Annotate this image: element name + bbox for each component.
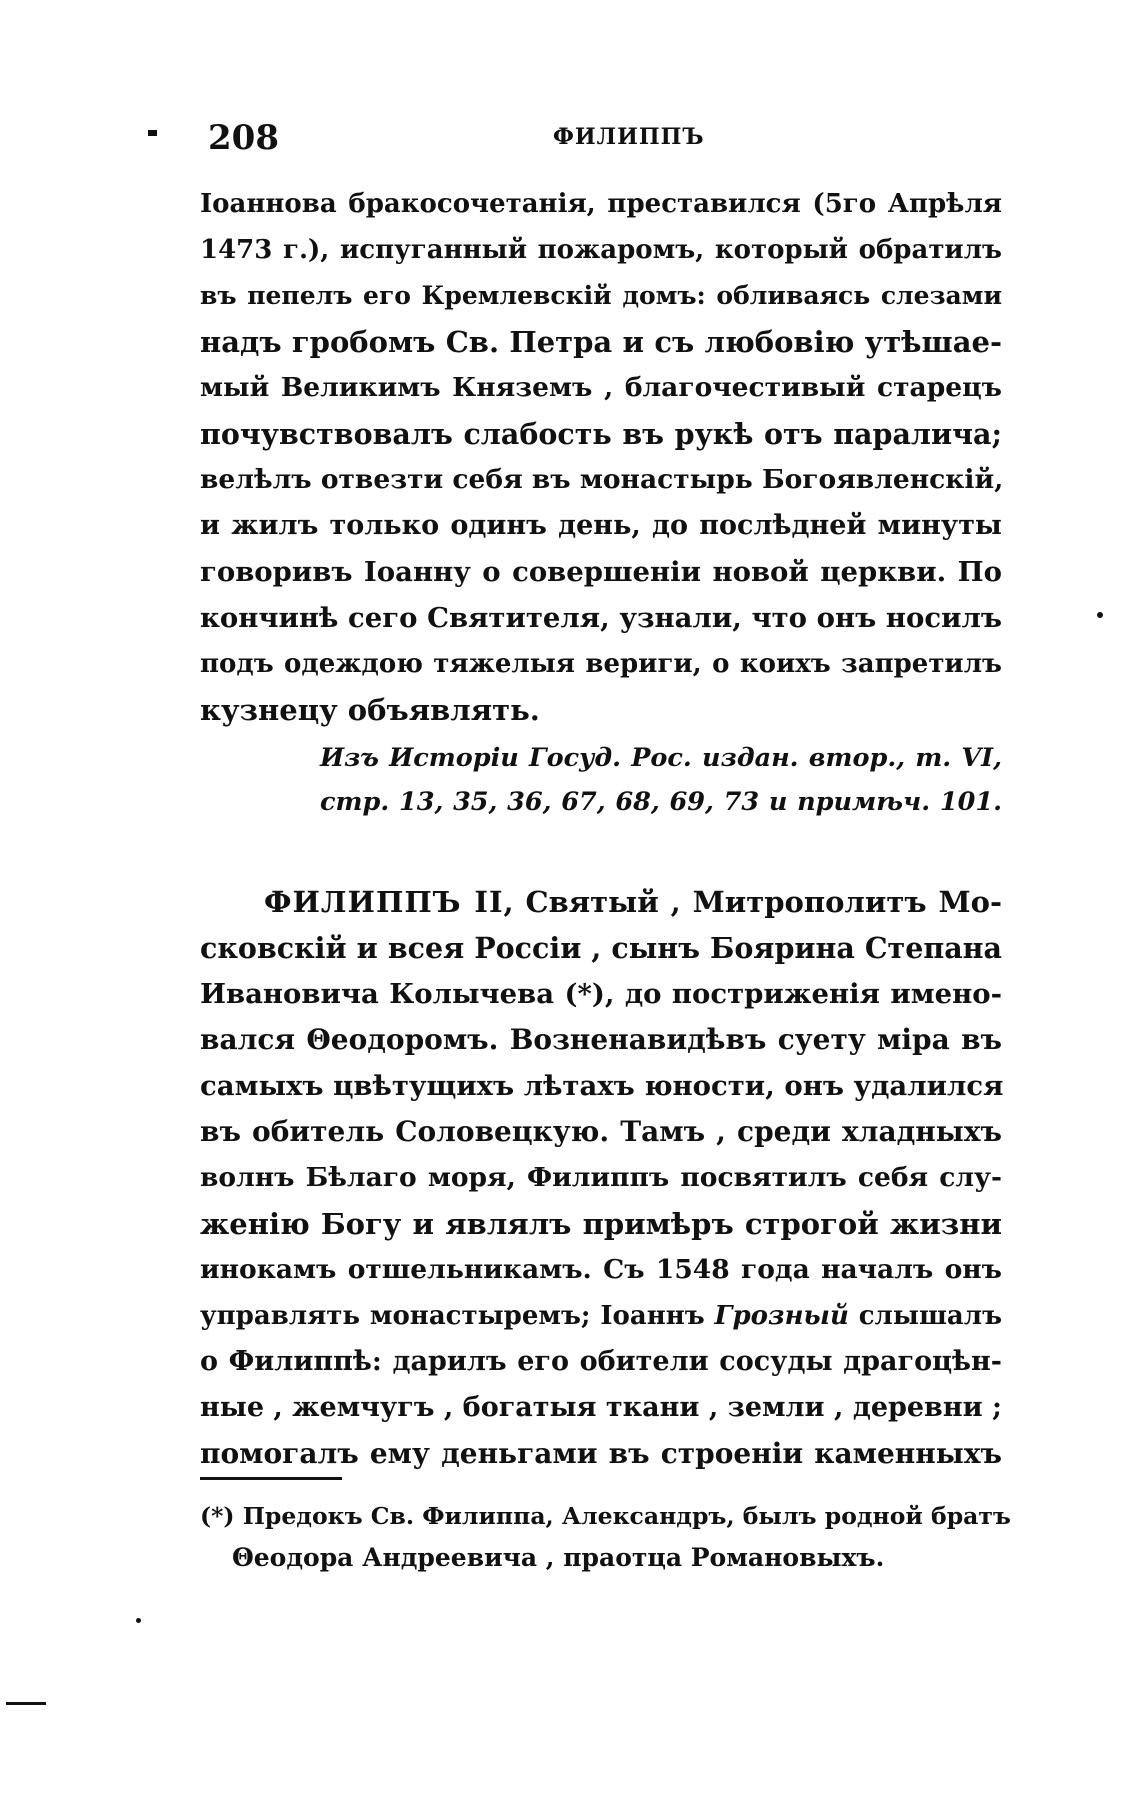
- text-line: женію Богу и являлъ примѣръ строгой жизни: [200, 1207, 1002, 1241]
- text-line: говоривъ Іоанну о совершеніи новой церкви. По: [200, 556, 1002, 588]
- footnote-line: Θеодора Андреевича , праотца Романовыхъ.: [232, 1543, 885, 1572]
- source-citation: стр. 13, 35, 36, 67, 68, 69, 73 и примѣч. 101.: [320, 787, 1002, 817]
- text-line: кузнецу объявлять.: [200, 693, 540, 727]
- footnote-rule: [200, 1477, 342, 1480]
- text-line: подъ одеждою тяжелыя вериги, о коихъ запретилъ: [200, 649, 1002, 679]
- running-head: ФИЛИППЪ: [553, 124, 705, 150]
- text-line: инокамъ отшельникамъ. Съ 1548 года началъ онъ: [200, 1254, 1002, 1285]
- text-line: сковскій и всея Россіи , сынъ Боярина Степана: [200, 931, 1002, 965]
- footnote-line: (*) Предокъ Св. Филиппа, Александръ, былъ родной братъ: [200, 1502, 1011, 1530]
- margin-mark: [6, 1702, 46, 1705]
- text-line: о Филиппѣ: дарилъ его обители сосуды драгоцѣн-: [200, 1346, 1002, 1377]
- text-line: волнъ Бѣлаго моря, Филиппъ посвятилъ себя слу-: [200, 1162, 1002, 1193]
- italic-word: Грозный: [714, 1301, 849, 1331]
- page-number: 208: [208, 118, 279, 158]
- page-header: [208, 118, 1008, 158]
- margin-mark: [1097, 612, 1103, 618]
- text-line: ные , жемчугъ , богатыя ткани , земли , деревни ;: [200, 1392, 1002, 1423]
- text-line: и жилъ только одинъ день, до послѣдней минуты: [200, 510, 1002, 541]
- margin-mark: [148, 130, 157, 136]
- text-line: въ обитель Соловецкую. Тамъ , среди хладныхъ: [200, 1115, 1002, 1148]
- text-line: почувствовалъ слабость въ рукѣ отъ паралича;: [200, 417, 1002, 451]
- text-fragment: слышалъ: [848, 1301, 1003, 1331]
- text-line: надъ гробомъ Св. Петра и съ любовію утѣшае-: [200, 325, 1002, 359]
- text-fragment: управлять монастыремъ; Іоаннъ: [200, 1301, 715, 1331]
- text-line: велѣлъ отвезти себя въ монастырь Богоявленскій,: [200, 464, 1004, 495]
- text-line: вался Θеодоромъ. Возненавидѣвъ суету міра въ: [200, 1023, 1002, 1056]
- text-line: кончинѣ сего Святителя, узнали, что онъ носилъ: [200, 602, 1002, 634]
- text-line: помогалъ ему деньгами въ строеніи каменныхъ: [200, 1437, 1002, 1470]
- text-line: Ивановича Колычева (*), до постриженія имено-: [200, 978, 1002, 1010]
- source-citation: Изъ Исторіи Госуд. Рос. издан. втор., т. VI,: [320, 743, 1002, 773]
- text-line: 1473 г.), испуганный пожаромъ, который обратилъ: [200, 235, 1002, 265]
- text-line: самыхъ цвѣтущихъ лѣтахъ юности, онъ удалился: [200, 1070, 1004, 1102]
- text-line: Іоаннова бракосочетанія, преставился (5го Апрѣля: [200, 189, 1002, 219]
- entry-first-line: [264, 882, 1002, 922]
- entry-heading: ФИЛИППЪ II: [264, 885, 504, 919]
- text-fragment: , Святый , Митрополитъ Мо-: [503, 885, 1002, 919]
- margin-mark: [136, 1618, 141, 1623]
- text-line: [200, 1296, 1002, 1336]
- text-line: мый Великимъ Княземъ , благочестивый старецъ: [200, 372, 1002, 403]
- text-line: въ пепелъ его Кремлевскій домъ: обливаясь слезами: [200, 281, 1002, 310]
